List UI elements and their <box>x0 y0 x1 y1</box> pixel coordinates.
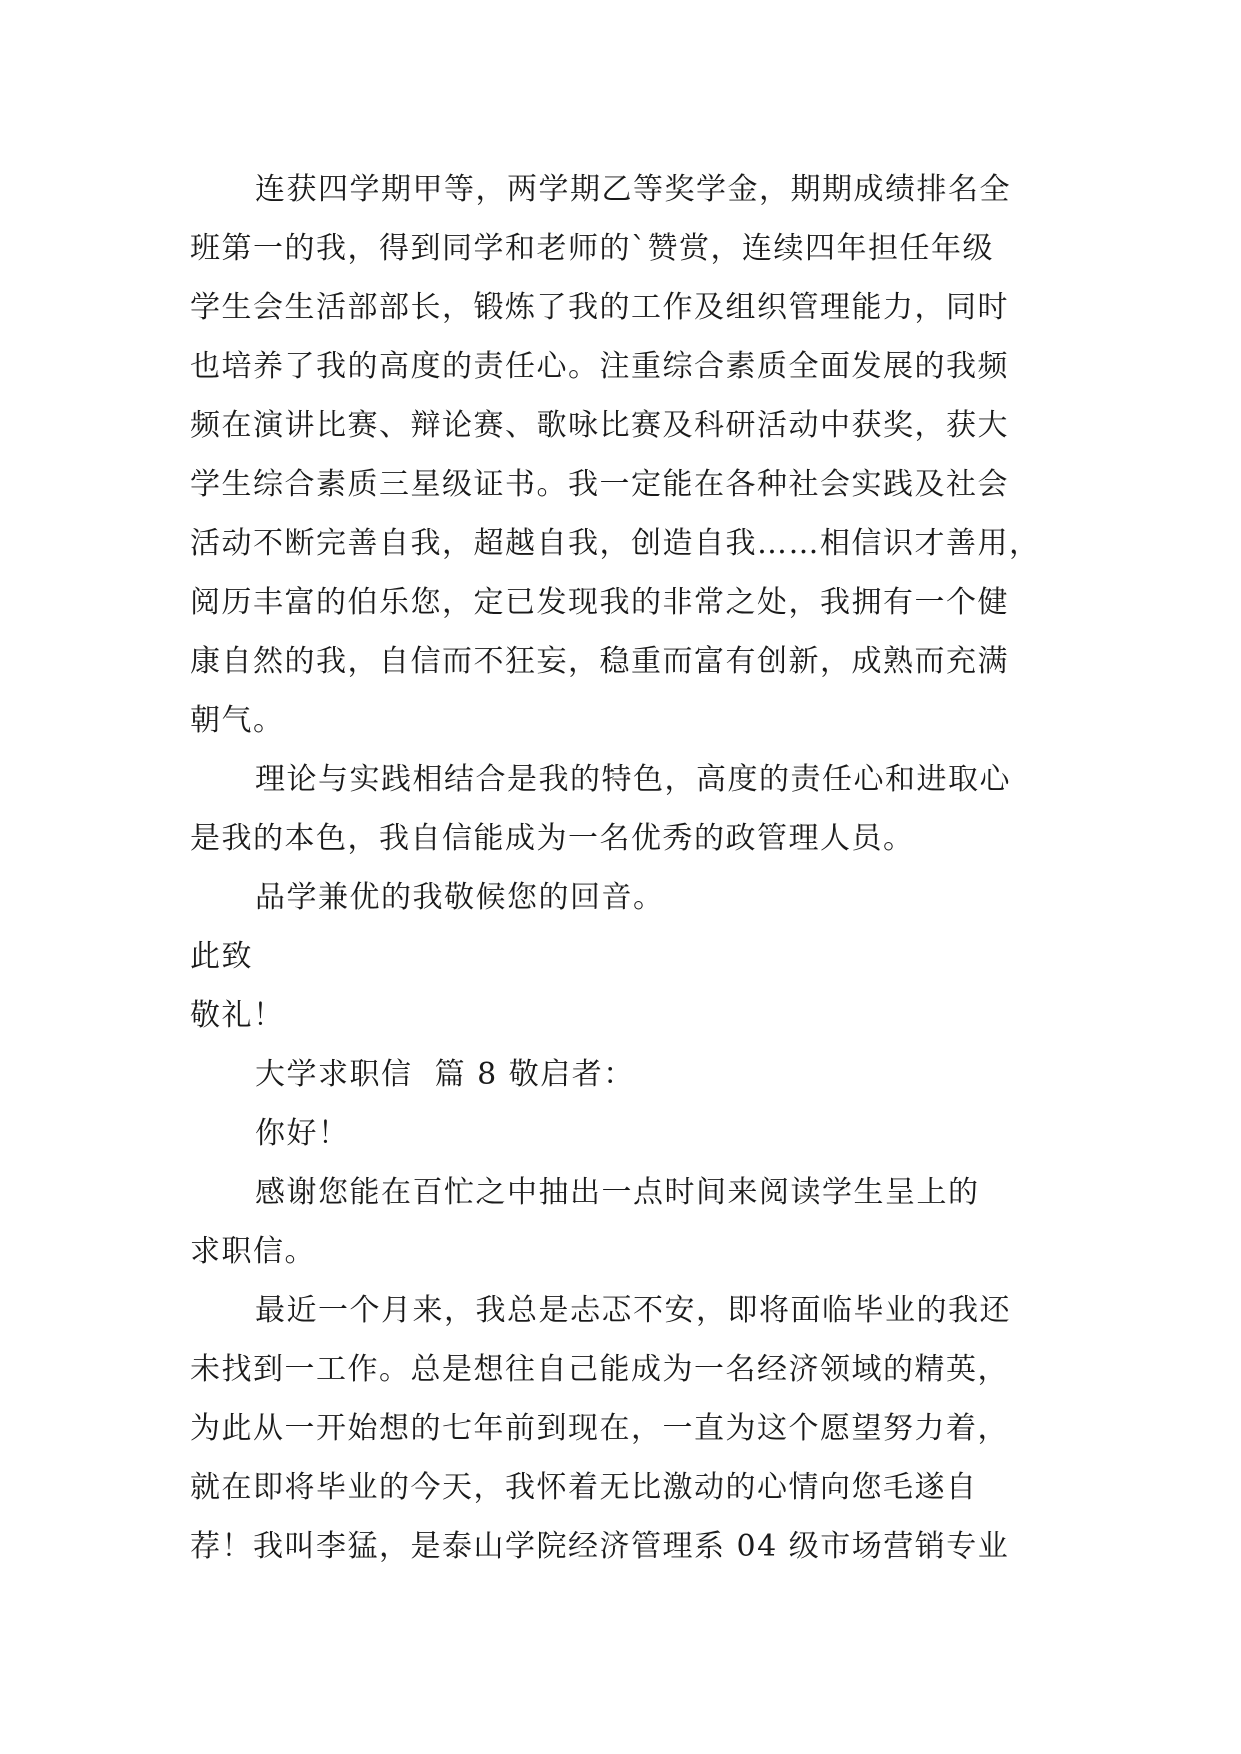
text-line: 阅历丰富的伯乐您，定已发现我的非常之处，我拥有一个健 <box>190 585 1009 620</box>
text-line: 就在即将毕业的今天，我怀着无比激动的心情向您毛遂自 <box>190 1470 978 1505</box>
text-line: 是我的本色，我自信能成为一名优秀的政管理人员。 <box>190 821 915 856</box>
text-line: 朝气。 <box>190 703 285 738</box>
paragraph-self-introduction <box>190 1281 1050 1576</box>
text-line: 大学求职信 篇 8 敬启者： <box>255 1057 635 1092</box>
text-line: 理论与实践相结合是我的特色，高度的责任心和进取心 <box>255 762 1011 797</box>
text-line: 连获四学期甲等，两学期乙等奖学金，期期成绩排名全 <box>255 172 1011 207</box>
text-line: 活动不断完善自我，超越自我，创造自我……相信识才善用， <box>190 526 1041 561</box>
text-line: 求职信。 <box>190 1234 316 1269</box>
text-line: 此致 <box>190 939 253 974</box>
text-line: 也培养了我的高度的责任心。注重综合素质全面发展的我频 <box>190 349 1009 384</box>
document-body <box>190 160 1050 1576</box>
closing-regards <box>190 986 1050 1045</box>
paragraph-thanks <box>190 1163 1050 1281</box>
paragraph-theory-practice <box>190 750 1050 868</box>
text-line: 你好！ <box>255 1116 350 1151</box>
text-line: 品学兼优的我敬候您的回音。 <box>255 880 665 915</box>
paragraph-achievements <box>190 160 1050 750</box>
text-line: 为此从一开始想的七年前到现在，一直为这个愿望努力着， <box>190 1411 1009 1446</box>
text-line: 荐！我叫李猛，是泰山学院经济管理系 04 级市场营销专业 <box>190 1529 1010 1564</box>
paragraph-await-reply <box>190 868 1050 927</box>
closing-salutation <box>190 927 1050 986</box>
text-line: 感谢您能在百忙之中抽出一点时间来阅读学生呈上的 <box>255 1175 980 1210</box>
text-line: 未找到一工作。总是想往自己能成为一名经济领域的精英， <box>190 1352 1009 1387</box>
text-line: 最近一个月来，我总是忐忑不安，即将面临毕业的我还 <box>255 1293 1011 1328</box>
text-line: 敬礼！ <box>190 998 285 1033</box>
text-line: 学生会生活部部长，锻炼了我的工作及组织管理能力，同时 <box>190 290 1009 325</box>
text-line: 学生综合素质三星级证书。我一定能在各种社会实践及社会 <box>190 467 1009 502</box>
section-heading <box>190 1045 1050 1104</box>
text-line: 康自然的我，自信而不狂妄，稳重而富有创新，成熟而充满 <box>190 644 1009 679</box>
greeting <box>190 1104 1050 1163</box>
text-line: 频在演讲比赛、辩论赛、歌咏比赛及科研活动中获奖，获大 <box>190 408 1009 443</box>
text-line: 班第一的我，得到同学和老师的`赞赏，连续四年担任年级 <box>190 231 994 266</box>
